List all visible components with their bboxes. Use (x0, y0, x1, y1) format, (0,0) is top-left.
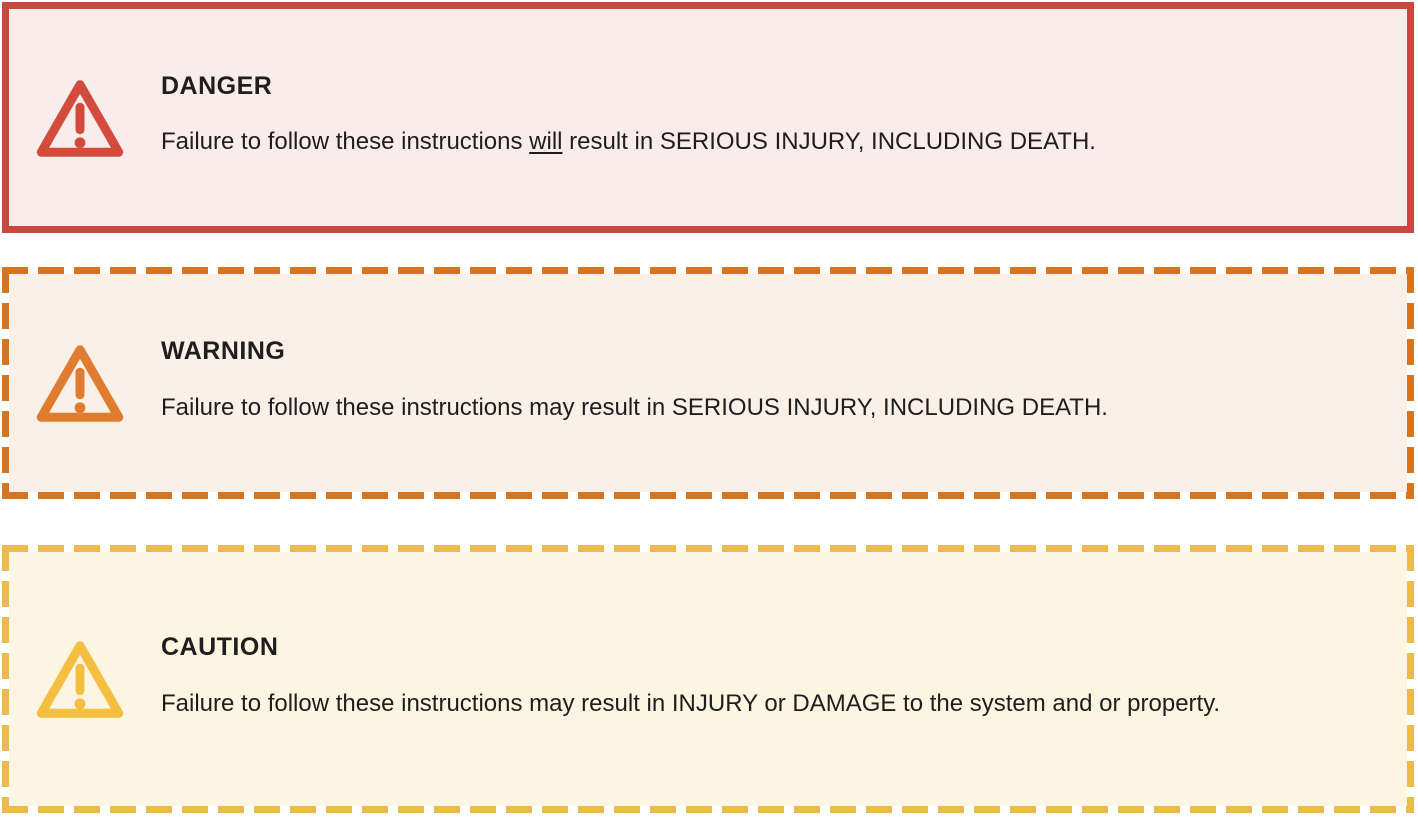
warning-triangle-icon (35, 637, 125, 721)
danger-alert (2, 2, 1414, 233)
warning-triangle-icon (35, 341, 125, 425)
alert-body (161, 388, 1108, 429)
alert-body-emphasis: will (529, 128, 563, 156)
caution-alert (2, 545, 1414, 813)
alert-body-prefix: Failure to follow these instructions may result in INJURY or DAMAGE to the system and or property. (161, 689, 1221, 717)
warning-triangle-icon (35, 76, 125, 160)
alert-text-block (161, 337, 1108, 429)
alert-body (161, 684, 1220, 725)
alert-title: WARNING (161, 337, 286, 366)
warning-alert (2, 267, 1414, 499)
alert-body-suffix: result in SERIOUS INJURY, INCLUDING DEATH. (562, 128, 1096, 156)
alert-body-prefix: Failure to follow these instructions (161, 128, 530, 156)
alert-body (161, 122, 1096, 163)
alert-title: DANGER (161, 71, 273, 100)
alert-text-block (161, 633, 1220, 725)
alert-body-prefix: Failure to follow these instructions may result in SERIOUS INJURY, INCLUDING DEATH. (161, 393, 1108, 421)
alert-title: CAUTION (161, 633, 279, 662)
alert-text-block (161, 72, 1096, 164)
